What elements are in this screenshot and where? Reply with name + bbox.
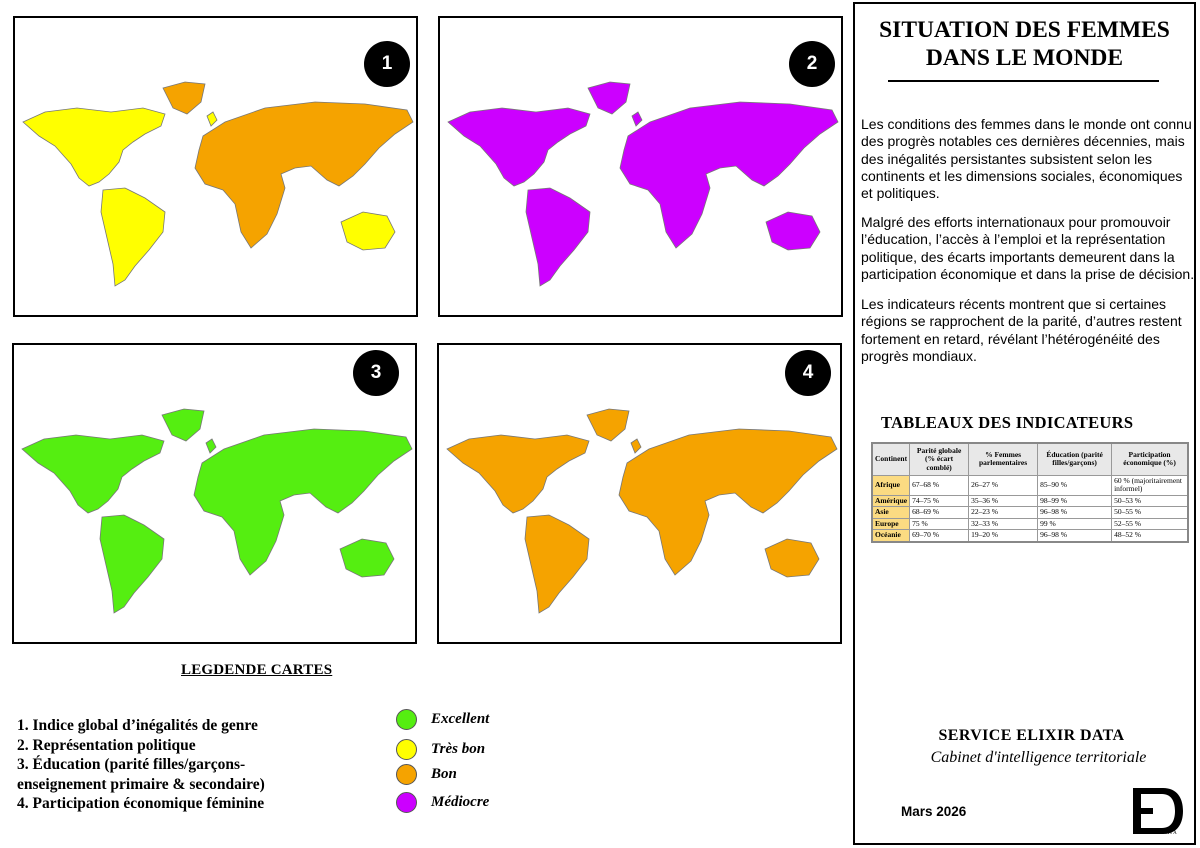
table-header-row bbox=[872, 443, 1188, 475]
table-cell: 85–90 % bbox=[1038, 475, 1112, 495]
map-panel-2 bbox=[438, 16, 843, 317]
map-number-badge: 4 bbox=[785, 350, 831, 396]
swatch-label: Excellent bbox=[431, 711, 490, 727]
table-cell: 68–69 % bbox=[910, 507, 969, 519]
table-cell: 48–52 % bbox=[1112, 530, 1188, 542]
map-region-south-america bbox=[100, 515, 164, 613]
table-cell: Europe bbox=[872, 518, 910, 530]
table-cell: 67–68 % bbox=[910, 475, 969, 495]
table-header: Parité globale (% écart comblé) bbox=[910, 443, 969, 475]
world-map-3 bbox=[14, 345, 415, 642]
tables-title: TABLEAUX DES INDICATEURS bbox=[881, 413, 1134, 432]
table-cell: 19–20 % bbox=[969, 530, 1038, 542]
map-region-north-america bbox=[447, 435, 589, 513]
map-panel-3 bbox=[12, 343, 417, 644]
swatch-excellent bbox=[396, 709, 417, 730]
map-number-badge: 1 bbox=[364, 41, 410, 87]
map-region-south-america bbox=[526, 188, 590, 286]
map-panel-1 bbox=[13, 16, 418, 317]
intro-paragraph: Malgré des efforts internationaux pour promouvoir l’éducation, l’accès à l’emploi et la représentation politique, des écarts importants demeurent dans la participation économique et dans la prise de décision. bbox=[861, 214, 1195, 282]
map-region-greenland bbox=[587, 409, 629, 441]
map-region-uk bbox=[206, 439, 216, 453]
table-cell: 52–55 % bbox=[1112, 518, 1188, 530]
swatch-label: Bon bbox=[431, 766, 457, 782]
page-title-line: SITUATION DES FEMMES bbox=[879, 17, 1170, 43]
map-region-south-america bbox=[525, 515, 589, 613]
table-cell: Afrique bbox=[872, 475, 910, 495]
table-cell: Océanie bbox=[872, 530, 910, 542]
table-row bbox=[872, 530, 1188, 542]
map-region-south-america bbox=[101, 188, 165, 286]
table-row bbox=[872, 475, 1188, 495]
swatch-label: Médiocre bbox=[431, 794, 490, 810]
indicator-table bbox=[871, 442, 1189, 543]
table-header: Participation économique (%) bbox=[1112, 443, 1188, 475]
map-region-greenland bbox=[163, 82, 205, 114]
map-region-north-america bbox=[23, 108, 165, 186]
page-title-line: DANS LE MONDE bbox=[925, 45, 1124, 71]
table-cell: 69–70 % bbox=[910, 530, 969, 542]
legend-map-item: 3. Éducation (parité filles/garçons- bbox=[17, 756, 246, 773]
swatch-bon bbox=[396, 764, 417, 785]
side-panel bbox=[853, 2, 1196, 845]
table-cell: 35–36 % bbox=[969, 495, 1038, 507]
map-region-uk bbox=[632, 112, 642, 126]
table-cell: 74–75 % bbox=[910, 495, 969, 507]
table-cell: 32–33 % bbox=[969, 518, 1038, 530]
legend-scale-bon bbox=[396, 764, 457, 785]
map-number-badge: 2 bbox=[789, 41, 835, 87]
legend-map-item: 4. Participation économique féminine bbox=[17, 795, 265, 812]
date-label: Mars 2026 bbox=[901, 804, 967, 819]
page-title bbox=[855, 16, 1194, 72]
table-cell: 99 % bbox=[1038, 518, 1112, 530]
map-region-australia bbox=[765, 539, 819, 577]
map-region-uk bbox=[207, 112, 217, 126]
world-map-4 bbox=[439, 345, 840, 642]
table-cell: Asie bbox=[872, 507, 910, 519]
legend-map-list bbox=[17, 716, 347, 814]
swatch-tres-bon bbox=[396, 739, 417, 760]
table-row bbox=[872, 507, 1188, 519]
map-number-badge: 3 bbox=[353, 350, 399, 396]
swatch-label: Très bon bbox=[431, 741, 486, 757]
legend-scale-tres-bon bbox=[396, 739, 485, 760]
table-cell: 50–53 % bbox=[1112, 495, 1188, 507]
title-divider bbox=[888, 80, 1159, 82]
table-cell: 75 % bbox=[910, 518, 969, 530]
map-region-north-america bbox=[22, 435, 164, 513]
service-subtitle: Cabinet d'intelligence territoriale bbox=[930, 749, 1147, 766]
table-cell: Amérique bbox=[872, 495, 910, 507]
world-map-1 bbox=[15, 18, 416, 315]
intro-paragraph: Les conditions des femmes dans le monde ont connu des progrès notables ces dernières décennies, mais des inégalités persistantes subsistent selon les continents et les dimensions sociales, économiques et politiques. bbox=[861, 116, 1192, 202]
legend-map-item: 2. Représentation politique bbox=[17, 736, 196, 754]
swatch-mediocre bbox=[396, 792, 417, 813]
table-row bbox=[872, 495, 1188, 507]
table-cell: 96–98 % bbox=[1038, 530, 1112, 542]
legend-map-item: 1. Indice global d’inégalités de genre bbox=[17, 717, 258, 734]
table-header: Éducation (parité filles/garçons) bbox=[1038, 443, 1112, 475]
service-title: SERVICE ELIXIR DATA bbox=[938, 727, 1125, 744]
table-cell: 26–27 % bbox=[969, 475, 1038, 495]
table-cell: 50–55 % bbox=[1112, 507, 1188, 519]
table-cell: 98–99 % bbox=[1038, 495, 1112, 507]
map-region-uk bbox=[631, 439, 641, 453]
map-region-australia bbox=[766, 212, 820, 250]
map-panel-4 bbox=[437, 343, 842, 644]
map-region-greenland bbox=[162, 409, 204, 441]
map-region-australia bbox=[340, 539, 394, 577]
intro-paragraph: Les indicateurs récents montrent que si certaines régions se rapprochent de la parité, d’autres restent fortement en retard, révélant l’hétérogénéité des progrès mondiaux. bbox=[861, 296, 1182, 364]
table-cell: 96–98 % bbox=[1038, 507, 1112, 519]
world-map-2 bbox=[440, 18, 841, 315]
legend-scale-excellent bbox=[396, 709, 489, 730]
table-cell: 60 % (majoritairement informel) bbox=[1112, 475, 1188, 495]
table-cell: 22–23 % bbox=[969, 507, 1038, 519]
table-header: % Femmes parlementaires bbox=[969, 443, 1038, 475]
legend-scale-mediocre bbox=[396, 792, 489, 813]
table-header: Continent bbox=[872, 443, 910, 475]
logo-wordmark: ELIXIR DATA bbox=[1136, 831, 1178, 836]
table-row bbox=[872, 518, 1188, 530]
legend-map-item: enseignement primaire & secondaire) bbox=[17, 775, 265, 793]
map-region-australia bbox=[341, 212, 395, 250]
map-region-north-america bbox=[448, 108, 590, 186]
map-region-greenland bbox=[588, 82, 630, 114]
legend-title: LEGDENDE CARTES bbox=[181, 662, 333, 678]
